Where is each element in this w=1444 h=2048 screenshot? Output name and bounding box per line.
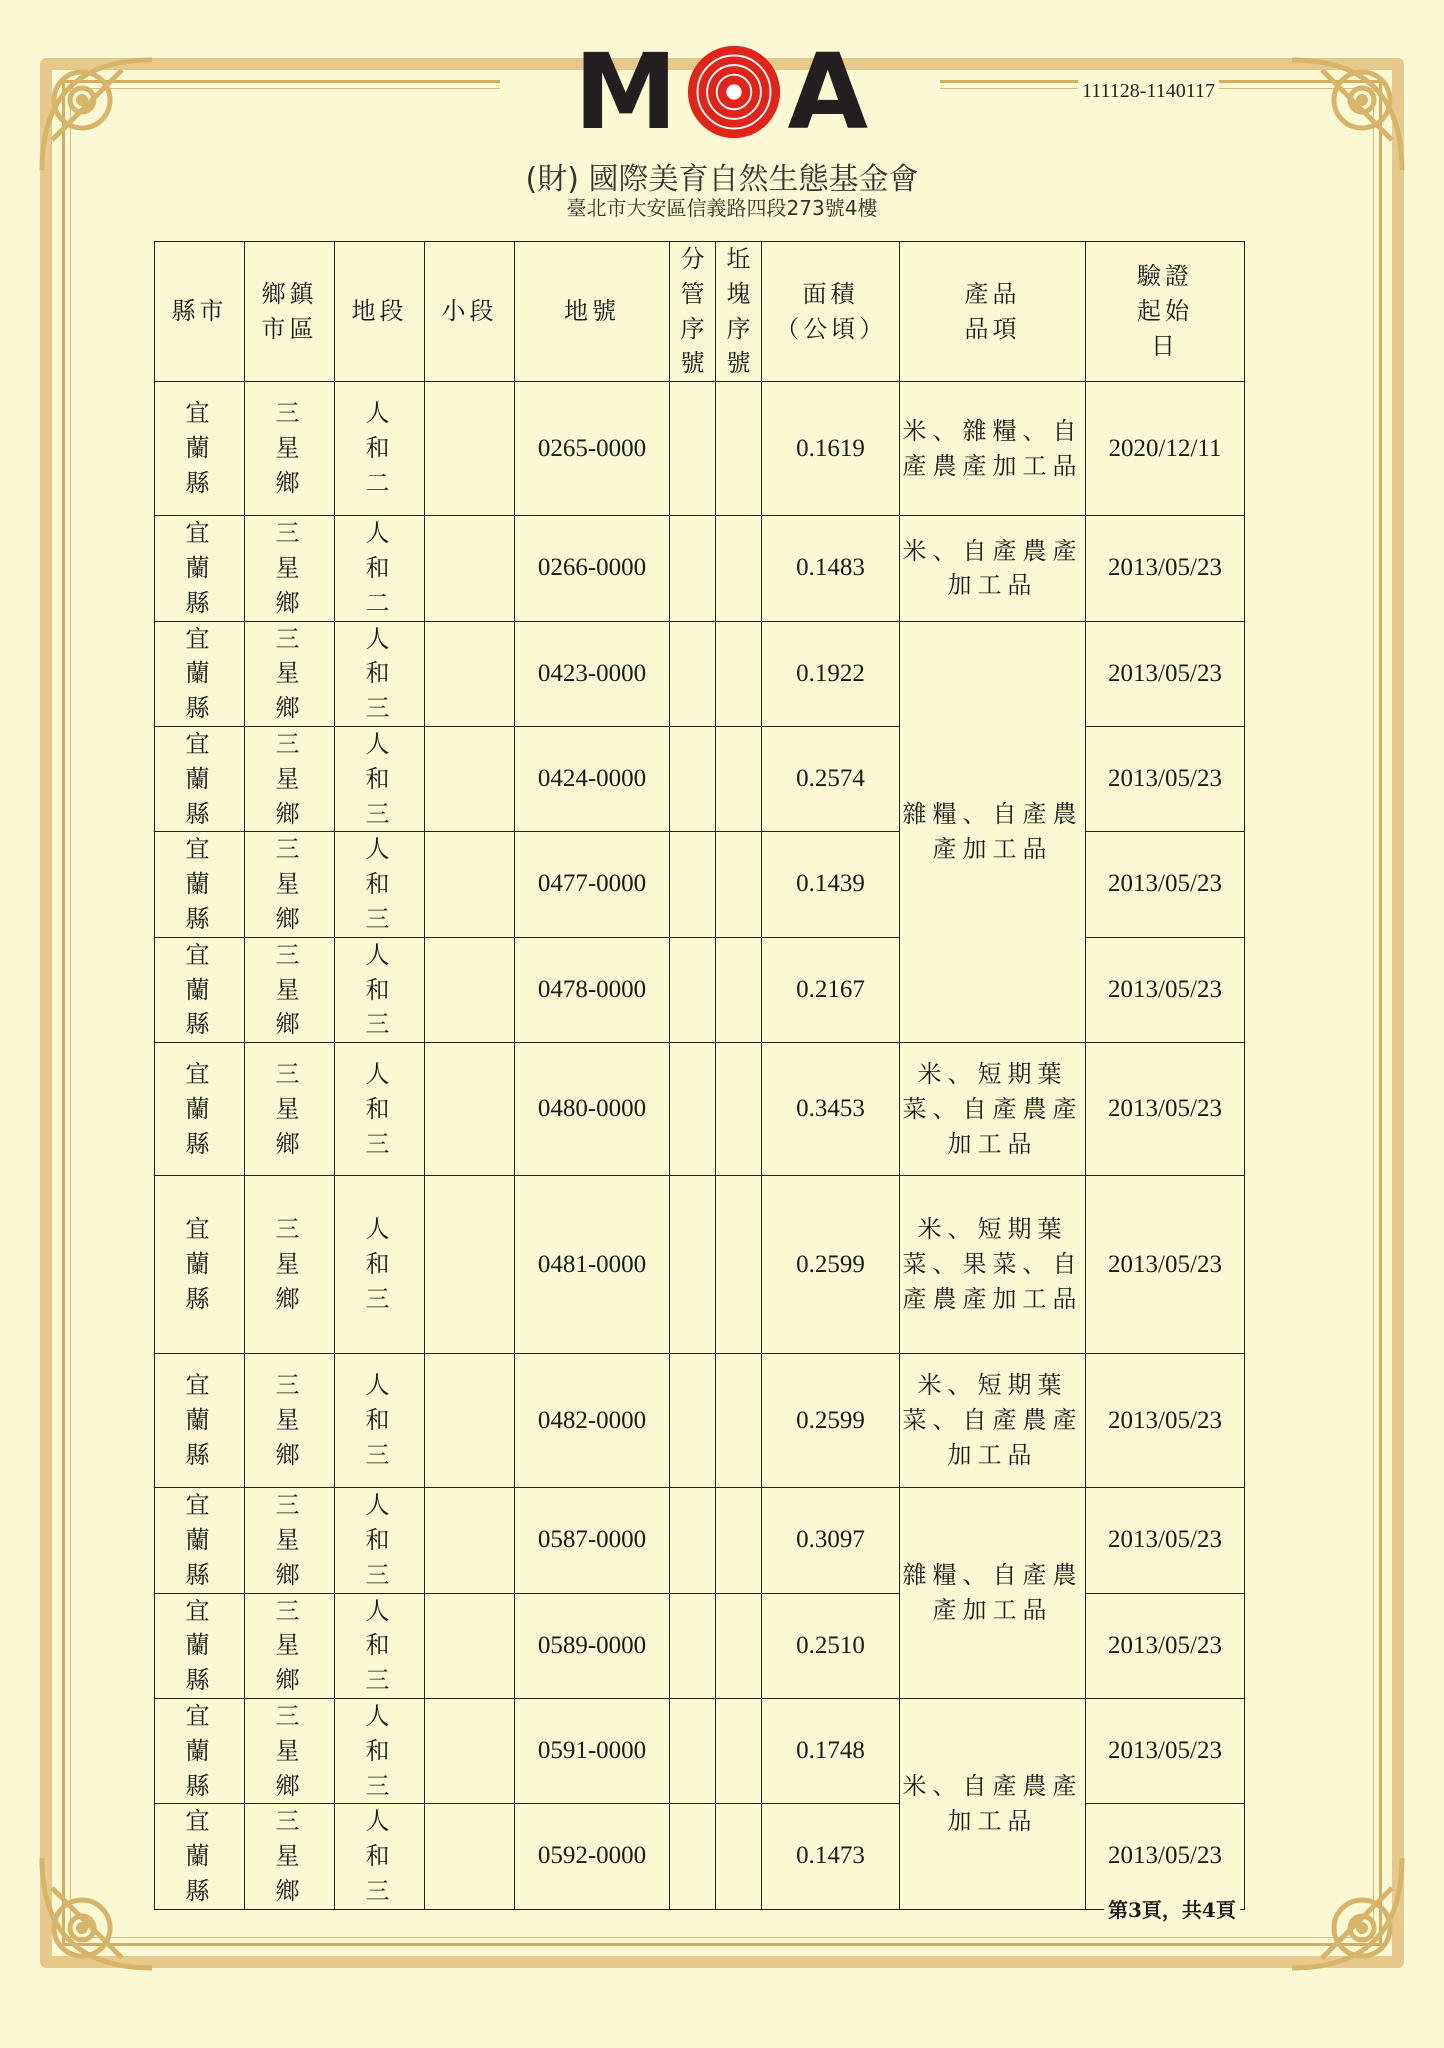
header-subsection: 小段 [425,242,515,382]
header-land-no: 地號 [515,242,670,382]
date-cell: 2013/05/23 [1086,1043,1245,1176]
plot-no-cell [716,382,762,516]
product-cell: 米、自產農產加工品 [900,1698,1086,1909]
ornament-corner-icon [1272,1838,1422,1988]
section-cell: 人和三 [335,621,425,726]
subsection-cell [425,1804,515,1909]
subsection-cell [425,516,515,621]
foundation-name: (財) 國際美育自然生態基金會 [525,162,919,197]
header-county: 縣市 [155,242,245,382]
table-row [155,516,1245,621]
subsection-cell [425,621,515,726]
logo-letter-m: M [574,31,680,153]
table-row [155,1698,1245,1803]
township-cell: 三星鄉 [245,1698,335,1803]
section-cell: 人和三 [335,1354,425,1488]
product-cell: 米、自產農產加工品 [900,516,1086,621]
subsection-cell [425,1488,515,1593]
land-no-cell: 0591-0000 [515,1698,670,1803]
township-cell: 三星鄉 [245,937,335,1042]
county-cell: 宜蘭縣 [155,1593,245,1698]
area-cell: 0.3097 [762,1488,900,1593]
header-mgmt-no: 分管序號 [670,242,716,382]
land-no-cell: 0480-0000 [515,1043,670,1176]
area-cell: 0.1922 [762,621,900,726]
land-no-cell: 0587-0000 [515,1488,670,1593]
plot-no-cell [716,1354,762,1488]
area-cell: 0.2574 [762,726,900,831]
area-cell: 0.1619 [762,382,900,516]
logo-letter-a: A [787,31,870,153]
county-cell: 宜蘭縣 [155,1488,245,1593]
subsection-cell [425,937,515,1042]
mgmt-no-cell [670,1698,716,1803]
county-cell: 宜蘭縣 [155,382,245,516]
mgmt-no-cell [670,382,716,516]
page-number: 第3頁，共4頁 [1104,1894,1240,1923]
township-cell: 三星鄉 [245,1354,335,1488]
township-cell: 三星鄉 [245,1176,335,1354]
product-cell: 雜糧、自產農產加工品 [900,1488,1086,1699]
section-cell: 人和三 [335,832,425,937]
section-cell: 人和三 [335,1043,425,1176]
county-cell: 宜蘭縣 [155,1043,245,1176]
section-cell: 人和三 [335,1176,425,1354]
product-cell: 米、短期葉菜、自產農產加工品 [900,1043,1086,1176]
section-cell: 人和三 [335,1593,425,1698]
subsection-cell [425,382,515,516]
township-cell: 三星鄉 [245,516,335,621]
township-cell: 三星鄉 [245,1043,335,1176]
land-no-cell: 0589-0000 [515,1593,670,1698]
area-cell: 0.1748 [762,1698,900,1803]
product-cell: 雜糧、自產農產加工品 [900,621,1086,1043]
township-cell: 三星鄉 [245,726,335,831]
county-cell: 宜蘭縣 [155,1176,245,1354]
county-cell: 宜蘭縣 [155,1354,245,1488]
plot-no-cell [716,1804,762,1909]
plot-no-cell [716,726,762,831]
land-table [154,241,1245,1910]
section-cell: 人和二 [335,516,425,621]
area-cell: 0.2167 [762,937,900,1042]
table-row [155,621,1245,726]
logo [0,31,1444,153]
product-cell: 米、短期葉菜、自產農產加工品 [900,1354,1086,1488]
area-cell: 0.1483 [762,516,900,621]
plot-no-cell [716,1176,762,1354]
header-plot-no: 坵塊序號 [716,242,762,382]
area-cell: 0.3453 [762,1043,900,1176]
mgmt-no-cell [670,937,716,1042]
section-cell: 人和三 [335,1804,425,1909]
table-row [155,382,1245,516]
date-cell: 2013/05/23 [1086,1593,1245,1698]
plot-no-cell [716,1043,762,1176]
subsection-cell [425,1354,515,1488]
plot-no-cell [716,1488,762,1593]
land-no-cell: 0482-0000 [515,1354,670,1488]
subsection-cell [425,1043,515,1176]
mgmt-no-cell [670,1176,716,1354]
township-cell: 三星鄉 [245,1488,335,1593]
mgmt-no-cell [670,1593,716,1698]
land-no-cell: 0477-0000 [515,832,670,937]
section-cell: 人和三 [335,726,425,831]
subsection-cell [425,1698,515,1803]
header-product: 產品品項 [900,242,1086,382]
table-row [155,1354,1245,1488]
foundation-address: 臺北市大安區信義路四段273號4樓 [566,196,878,220]
land-no-cell: 0592-0000 [515,1804,670,1909]
header-area: 面積（公頃） [762,242,900,382]
logo-circle-icon [686,44,782,140]
date-cell: 2020/12/11 [1086,382,1245,516]
area-cell: 0.2599 [762,1354,900,1488]
county-cell: 宜蘭縣 [155,1698,245,1803]
section-cell: 人和三 [335,937,425,1042]
mgmt-no-cell [670,726,716,831]
county-cell: 宜蘭縣 [155,726,245,831]
county-cell: 宜蘭縣 [155,1804,245,1909]
county-cell: 宜蘭縣 [155,516,245,621]
mgmt-no-cell [670,832,716,937]
county-cell: 宜蘭縣 [155,621,245,726]
table-row [155,1176,1245,1354]
subsection-cell [425,832,515,937]
subsection-cell [425,1176,515,1354]
mgmt-no-cell [670,1043,716,1176]
date-cell: 2013/05/23 [1086,726,1245,831]
township-cell: 三星鄉 [245,832,335,937]
area-cell: 0.1473 [762,1804,900,1909]
area-cell: 0.2510 [762,1593,900,1698]
plot-no-cell [716,516,762,621]
date-cell: 2013/05/23 [1086,621,1245,726]
township-cell: 三星鄉 [245,382,335,516]
plot-no-cell [716,1593,762,1698]
plot-no-cell [716,937,762,1042]
plot-no-cell [716,621,762,726]
township-cell: 三星鄉 [245,1593,335,1698]
certificate-number: 111128-1140117 [1078,80,1219,103]
land-no-cell: 0481-0000 [515,1176,670,1354]
date-cell: 2013/05/23 [1086,1488,1245,1593]
land-no-cell: 0423-0000 [515,621,670,726]
section-cell: 人和三 [335,1488,425,1593]
date-cell: 2013/05/23 [1086,1176,1245,1354]
ornament-corner-icon [22,1838,172,1988]
date-cell: 2013/05/23 [1086,832,1245,937]
land-no-cell: 0265-0000 [515,382,670,516]
area-cell: 0.2599 [762,1176,900,1354]
header-start-date: 驗證起始日 [1086,242,1245,382]
area-cell: 0.1439 [762,832,900,937]
table-header-row [155,242,1245,382]
plot-no-cell [716,1698,762,1803]
township-cell: 三星鄉 [245,621,335,726]
date-cell: 2013/05/23 [1086,1804,1245,1909]
date-cell: 2013/05/23 [1086,937,1245,1042]
date-cell: 2013/05/23 [1086,1354,1245,1488]
mgmt-no-cell [670,1804,716,1909]
subsection-cell [425,1593,515,1698]
date-cell: 2013/05/23 [1086,1698,1245,1803]
section-cell: 人和二 [335,382,425,516]
product-cell: 米、短期葉菜、果菜、自產農產加工品 [900,1176,1086,1354]
subsection-cell [425,726,515,831]
header-section: 地段 [335,242,425,382]
plot-no-cell [716,832,762,937]
land-no-cell: 0266-0000 [515,516,670,621]
product-cell: 米、雜糧、自產農產加工品 [900,382,1086,516]
mgmt-no-cell [670,1488,716,1593]
land-no-cell: 0424-0000 [515,726,670,831]
date-cell: 2013/05/23 [1086,516,1245,621]
county-cell: 宜蘭縣 [155,832,245,937]
county-cell: 宜蘭縣 [155,937,245,1042]
land-no-cell: 0478-0000 [515,937,670,1042]
section-cell: 人和三 [335,1698,425,1803]
mgmt-no-cell [670,1354,716,1488]
mgmt-no-cell [670,516,716,621]
mgmt-no-cell [670,621,716,726]
header-township: 鄉鎮市區 [245,242,335,382]
table-row [155,1043,1245,1176]
table-row [155,1488,1245,1593]
township-cell: 三星鄉 [245,1804,335,1909]
